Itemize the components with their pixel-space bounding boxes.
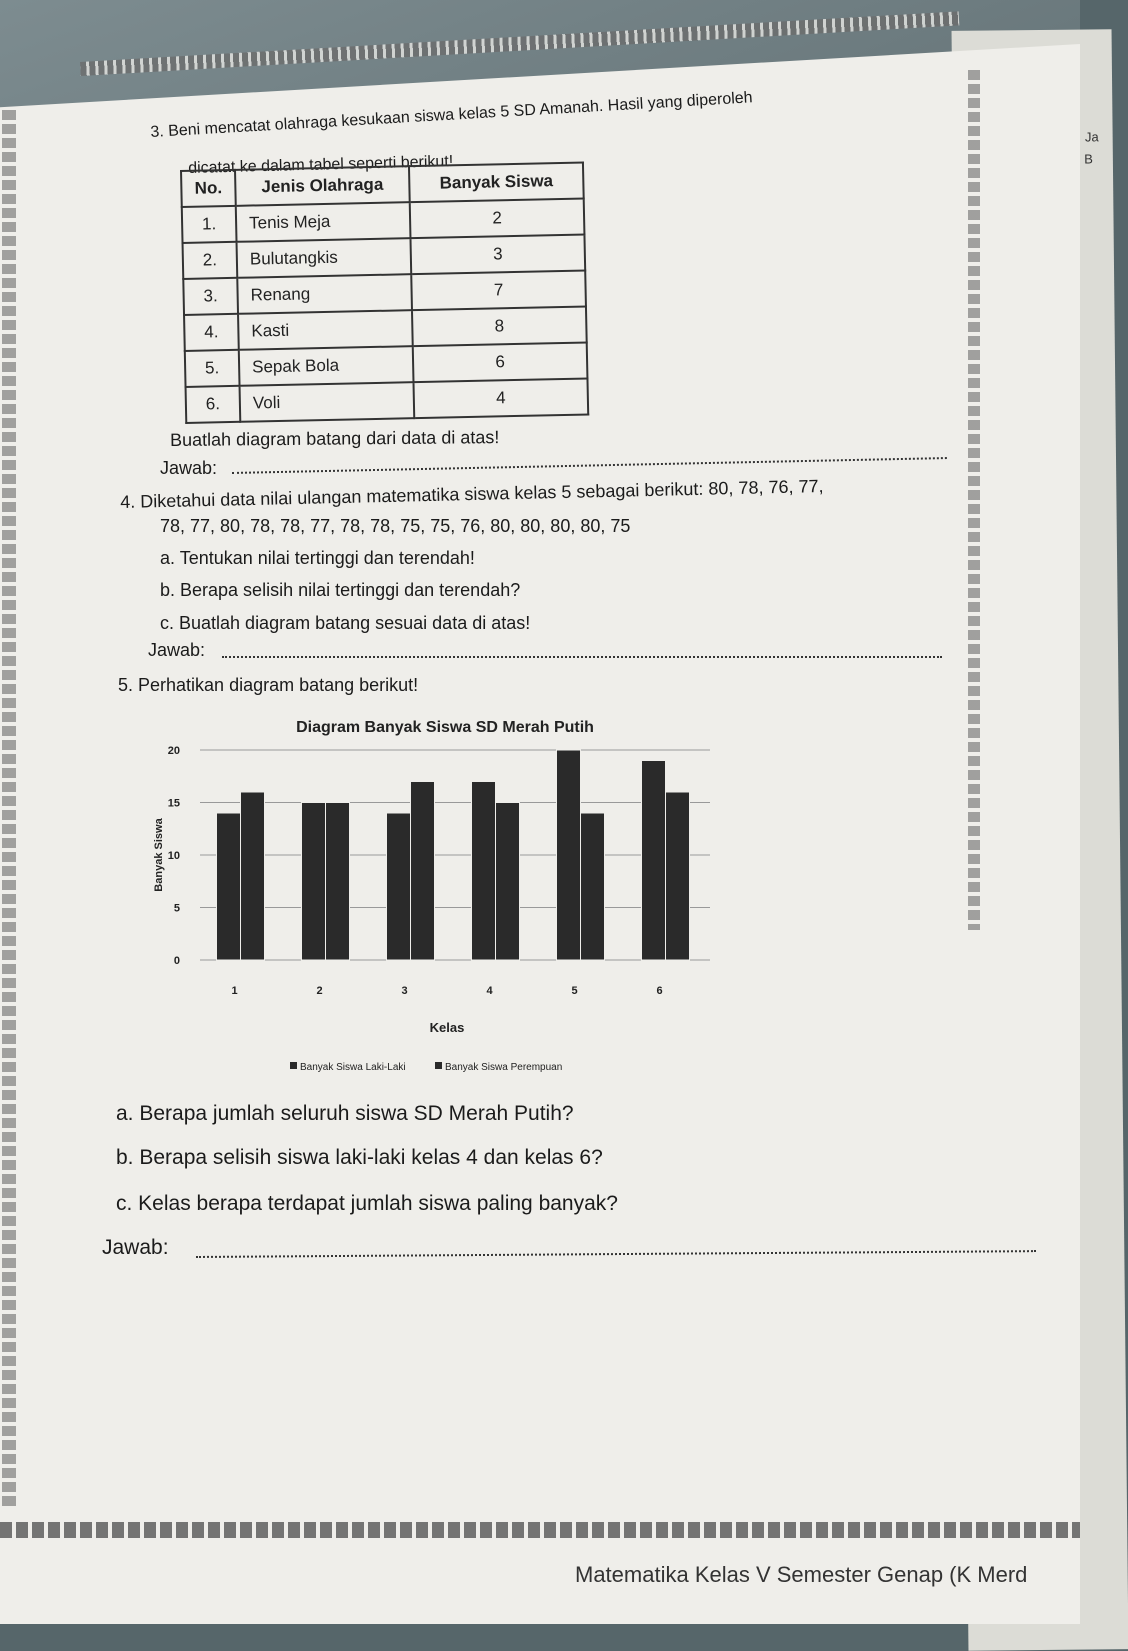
bar-laki-laki bbox=[557, 750, 581, 960]
bar-laki-laki bbox=[217, 813, 241, 960]
table-cell: Kasti bbox=[238, 310, 413, 350]
x-tick-label: 6 bbox=[656, 985, 663, 997]
question-3-text-cont: dicatat ke dalam tabel seperti berikut! bbox=[188, 153, 454, 177]
table-cell: 3 bbox=[410, 235, 585, 275]
bar-perempuan bbox=[241, 792, 265, 960]
x-tick-label: 5 bbox=[571, 985, 578, 997]
table-row bbox=[186, 379, 589, 423]
y-tick-label: 15 bbox=[167, 797, 180, 810]
bar-perempuan bbox=[666, 792, 690, 960]
bar-laki-laki bbox=[472, 782, 496, 961]
underlying-page-text: Ja bbox=[1084, 129, 1099, 145]
question-5b: b. Berapa selisih siswa laki-laki kelas 4 dan kelas 6? bbox=[116, 1146, 603, 1169]
y-tick-label: 10 bbox=[167, 850, 180, 862]
question-4c: c. Buatlah diagram batang sesuai data di atas! bbox=[160, 613, 531, 633]
answer-line bbox=[222, 656, 942, 658]
x-tick-label: 3 bbox=[401, 985, 408, 997]
bar-laki-laki bbox=[387, 813, 411, 960]
question-5-answer-label: Jawab: bbox=[102, 1236, 169, 1259]
x-tick-label: 1 bbox=[231, 985, 238, 997]
question-4a: a. Tentukan nilai tertinggi dan terendah! bbox=[160, 548, 475, 568]
table-header: Jenis Olahraga bbox=[235, 166, 410, 206]
x-tick-label: 4 bbox=[486, 985, 493, 997]
x-tick-label: 2 bbox=[316, 985, 323, 997]
table-header: Banyak Siswa bbox=[409, 163, 584, 203]
question-4-answer-label: Jawab: bbox=[148, 640, 206, 660]
table-cell: Voli bbox=[240, 382, 415, 422]
table-cell: 4 bbox=[413, 379, 588, 419]
question-3-instruction: Buatlah diagram batang dari data di atas! bbox=[170, 427, 500, 450]
question-4-text: 4. Diketahui data nilai ulangan matematika siswa kelas 5 sebagai berikut: 80, 78, 76, 77, bbox=[120, 476, 824, 512]
table-cell: 1. bbox=[182, 206, 237, 243]
y-tick-label: 0 bbox=[173, 955, 180, 967]
legend-entry: Banyak Siswa Perempuan bbox=[445, 1062, 563, 1073]
legend-swatch bbox=[435, 1062, 442, 1069]
question-5a: a. Berapa jumlah seluruh siswa SD Merah Putih? bbox=[116, 1102, 574, 1125]
table-cell: Bulutangkis bbox=[237, 238, 412, 278]
bar-laki-laki bbox=[302, 803, 326, 961]
question-4b: b. Berapa selisih nilai tertinggi dan terendah? bbox=[160, 580, 521, 600]
table-cell: 5. bbox=[185, 350, 240, 387]
question-3-text: 3. Beni mencatat olahraga kesukaan siswa kelas 5 SD Amanah. Hasil yang diperoleh bbox=[150, 89, 753, 141]
page-border-bottom bbox=[0, 1522, 1080, 1538]
table-cell: Sepak Bola bbox=[239, 346, 414, 386]
sports-table bbox=[180, 162, 589, 424]
legend-entry: Banyak Siswa Laki-Laki bbox=[300, 1062, 406, 1073]
bar-laki-laki bbox=[642, 761, 666, 961]
table-cell: 6 bbox=[413, 343, 588, 383]
bar-perempuan bbox=[326, 803, 350, 961]
question-5-intro: 5. Perhatikan diagram batang berikut! bbox=[118, 675, 419, 695]
bar-perempuan bbox=[411, 782, 435, 961]
x-axis-label: Kelas bbox=[429, 1020, 465, 1035]
y-tick-label: 5 bbox=[173, 902, 180, 915]
table-cell: 8 bbox=[412, 307, 587, 347]
question-3-answer-label: Jawab: bbox=[160, 458, 218, 478]
bar-chart-svg bbox=[140, 708, 730, 1078]
question-5c: c. Kelas berapa terdapat jumlah siswa paling banyak? bbox=[116, 1192, 618, 1215]
y-axis-label: Banyak Siswa bbox=[153, 818, 165, 892]
table-cell: 6. bbox=[186, 386, 241, 423]
table-header: No. bbox=[181, 170, 236, 207]
page-border-left bbox=[2, 110, 16, 1510]
table-cell: 2 bbox=[410, 199, 585, 239]
bar-chart bbox=[140, 708, 730, 1083]
table-cell: 3. bbox=[183, 278, 238, 315]
table-cell: Renang bbox=[237, 274, 412, 314]
table-cell: 7 bbox=[411, 271, 586, 311]
legend-swatch bbox=[290, 1062, 297, 1069]
page-border-right bbox=[968, 70, 980, 930]
underlying-page-text: B bbox=[1084, 151, 1093, 167]
y-tick-label: 20 bbox=[167, 745, 180, 757]
table-cell: 4. bbox=[184, 314, 239, 351]
table-cell: 2. bbox=[183, 242, 238, 279]
page-footer: Matematika Kelas V Semester Genap (K Merd bbox=[575, 1562, 1028, 1587]
question-4-data: 78, 77, 80, 78, 78, 77, 78, 78, 75, 75, 76, 80, 80, 80, 80, 75 bbox=[160, 516, 631, 536]
table-cell: Tenis Meja bbox=[236, 202, 411, 242]
chart-title: Diagram Banyak Siswa SD Merah Putih bbox=[296, 719, 594, 736]
bar-perempuan bbox=[581, 813, 605, 960]
bar-perempuan bbox=[496, 803, 520, 961]
